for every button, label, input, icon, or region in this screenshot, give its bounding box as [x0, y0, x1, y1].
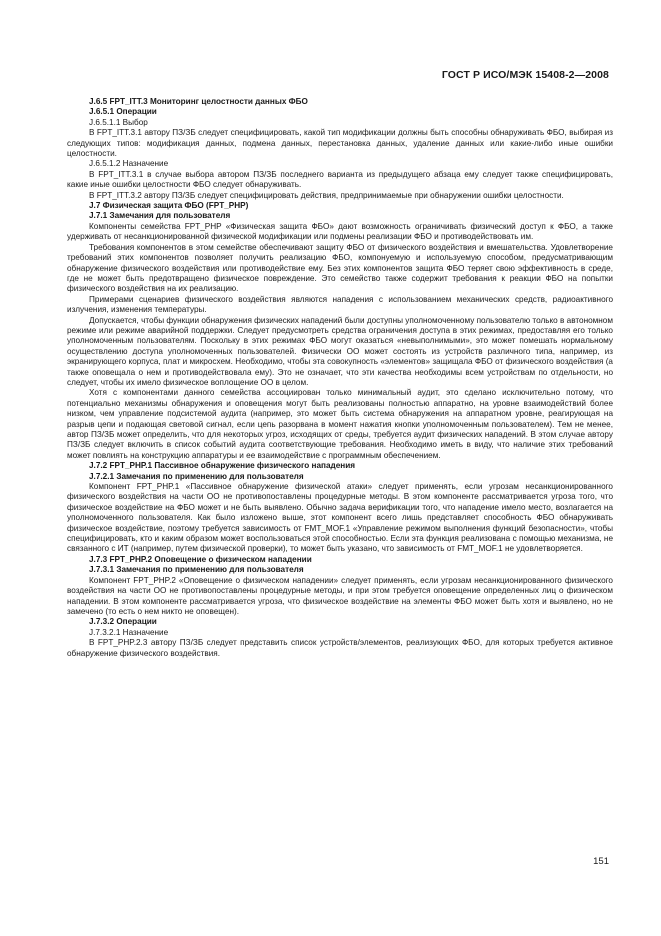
- section-heading-j-7-1: J.7.1 Замечания для пользователя: [89, 211, 231, 221]
- subsection-label-j-6-5-1-1: J.6.5.1.1 Выбор: [89, 117, 148, 127]
- paragraph: В FPT_ITT.3.2 автору ПЗ/ЗБ следует специфицировать действия, предпринимаемые при обнаружении ошибки целостности.: [89, 190, 564, 200]
- paragraph: Компонент FPT_PHP.2 «Оповещение о физическом нападении» следует применять, если угрозам несанкционированного физического воздействия на части ОО не противопоставлены процедурные методы, и при этом требуется оповещение определенных лиц о физическом нападении. В этом компоненте рассматривается угроза, что физическое воздействие на элементы ФБО может быть хотя и выявлено, но не замечено (то есть о нем никто не оповещен).: [67, 575, 613, 616]
- paragraph: В FPT_PHP.2.3 автору ПЗ/ЗБ следует представить список устройств/элементов, реализующих ФБО, для которых требуется активное обнаружение физического воздействия.: [67, 638, 613, 658]
- paragraph: В FPT_ITT.3.1 автору ПЗ/ЗБ следует специфицировать, какой тип модификации должны быть способны обнаруживать ФБО, выбирая из следующих типов: модификация данных, подмена данных, перестановка данных, удаление данных или какие-либо иные ошибки целостности.: [67, 128, 613, 159]
- page-number: 151: [593, 856, 609, 867]
- section-heading-j-7: J.7 Физическая защита ФБО (FPT_PHP): [89, 201, 249, 211]
- section-heading-j-7-3-1: J.7.3.1 Замечания по применению для пользователя: [89, 565, 304, 575]
- section-heading-j-6-5-1: J.6.5.1 Операции: [89, 107, 157, 117]
- paragraph: Хотя с компонентами данного семейства ассоциирован только минимальный аудит, это сделано исключительно потому, что потенциально механизмы обнаружения и оповещения могут быть реализованы полностью аппаратно, на уровне взаимодействий более низком, чем управление подсистемой аудита (например, это может быть система обнаружения на аппаратном уровне, реагирующая на разрыв цепи и подающая световой сигнал, если цепь разорвана в момент нажатия кнопки уполномоченным пользователем). Тем не менее, автор ПЗ/ЗБ может определить, что для некоторых угроз, исходящих от среды, требуется аудит физических нападений. В этом случае автору ПЗ/ЗБ следует включить в список событий аудита соответствующие требования. Необходимо иметь в виду, что наличие этих требований может повлиять на конструкцию аппаратуры и ее взаимодействие с программным обеспечением.: [67, 388, 613, 460]
- paragraph: Примерами сценариев физического воздействия являются нападения с использованием механических средств, радиоактивного излучения, изменения температуры.: [67, 294, 613, 315]
- paragraph: Допускается, чтобы функции обнаружения физических нападений были доступны уполномоченному пользователю только в автономном режиме или режиме аварийной поддержки. Следует предусмотреть средства ограничения доступа в этих режимах, предоставляя его только уполномоченным пользователям. Поскольку в этих режимах ФБО могут оказаться «невыполнимыми», это может помешать нормальному осуществлению доступа уполномоченных пользователей. Физически ОО может состоять из устройств различного типа, например, из экранирующего корпуса, плат и микросхем. Необходимо, чтобы эта совокупность «элементов» защищала ФБО от физического воздействия (а также оповещала о нем и противодействовала ему). Это не означает, что эти качества необходимы всем устройствам по отдельности, но следует, чтобы их имело физическое воплощение ОО в целом.: [67, 315, 613, 387]
- document-body: [67, 97, 613, 659]
- paragraph: Компоненты семейства FPT_PHP «Физическая защита ФБО» дают возможность ограничивать физический доступ к ФБО, а также удерживать от несанкционированной физической модификации или подмены реализации ФБО и противодействовать им.: [67, 221, 613, 242]
- subsection-label-j-7-3-2-1: J.7.3.2.1 Назначение: [89, 627, 169, 637]
- subsection-label-j-6-5-1-2: J.6.5.1.2 Назначение: [89, 159, 169, 169]
- section-heading-j-7-3: J.7.3 FPT_PHP.2 Оповещение о физическом нападении: [89, 554, 312, 564]
- section-heading-j-7-3-2: J.7.3.2 Операции: [89, 617, 157, 627]
- standard-designation: ГОСТ Р ИСО/МЭК 15408-2—2008: [441, 69, 609, 81]
- section-heading-j-6-5: J.6.5 FPT_ITT.3 Мониторинг целостности данных ФБО: [89, 97, 308, 106]
- section-heading-j-7-2: J.7.2 FPT_PHP.1 Пассивное обнаружение физического нападения: [89, 461, 356, 471]
- paragraph: Компонент FPT_PHP.1 «Пассивное обнаружение физической атаки» следует применять, если угрозам несанкционированного физического воздействия на части ОО не противопоставлены процедурные методы. В этом компоненте рассматривается угроза того, что физическое воздействие на ФБО может и не быть выявлено. Обычно задача верификации того, что нападение имело место, возлагается на уполномоченного пользователя. Как было изложено выше, этот компонент всего лишь представляет способность ФБО обнаруживать физическое воздействие, поэтому требуется зависимость от FMT_MOF.1 «Управление режимом выполнения функций безопасности», чтобы специфицировать, кто и каким образом может воспользоваться этой способностью. Если эта функция реализована с помощью механизма, не связанного с ИТ (например, путем физической проверки), то может быть указано, что зависимость от FMT_MOF.1 не удовлетворяется.: [67, 482, 613, 554]
- section-heading-j-7-2-1: J.7.2.1 Замечания по применению для пользователя: [89, 471, 304, 481]
- paragraph: Требования компонентов в этом семействе обеспечивают защиту ФБО от физического воздействия и вмешательства. Удовлетворение требований этих компонентов позволяет получить реализацию ФБО, компонуемую и используемую способом, предусматривающим обнаружение физического воздействия или противодействие ему. Без этих компонентов защита ФБО теряет свою эффективность в среде, где не может быть предотвращено физическое повреждение. Это семейство также содержит требования к реакции ФБО на попытки физического воздействия на их реализацию.: [67, 242, 613, 294]
- paragraph: В FPT_ITT.3.1 в случае выбора автором ПЗ/ЗБ последнего варианта из предыдущего абзаца ему следует также специфицировать, какие иные ошибки целостности ФБО следует обнаруживать.: [67, 169, 613, 190]
